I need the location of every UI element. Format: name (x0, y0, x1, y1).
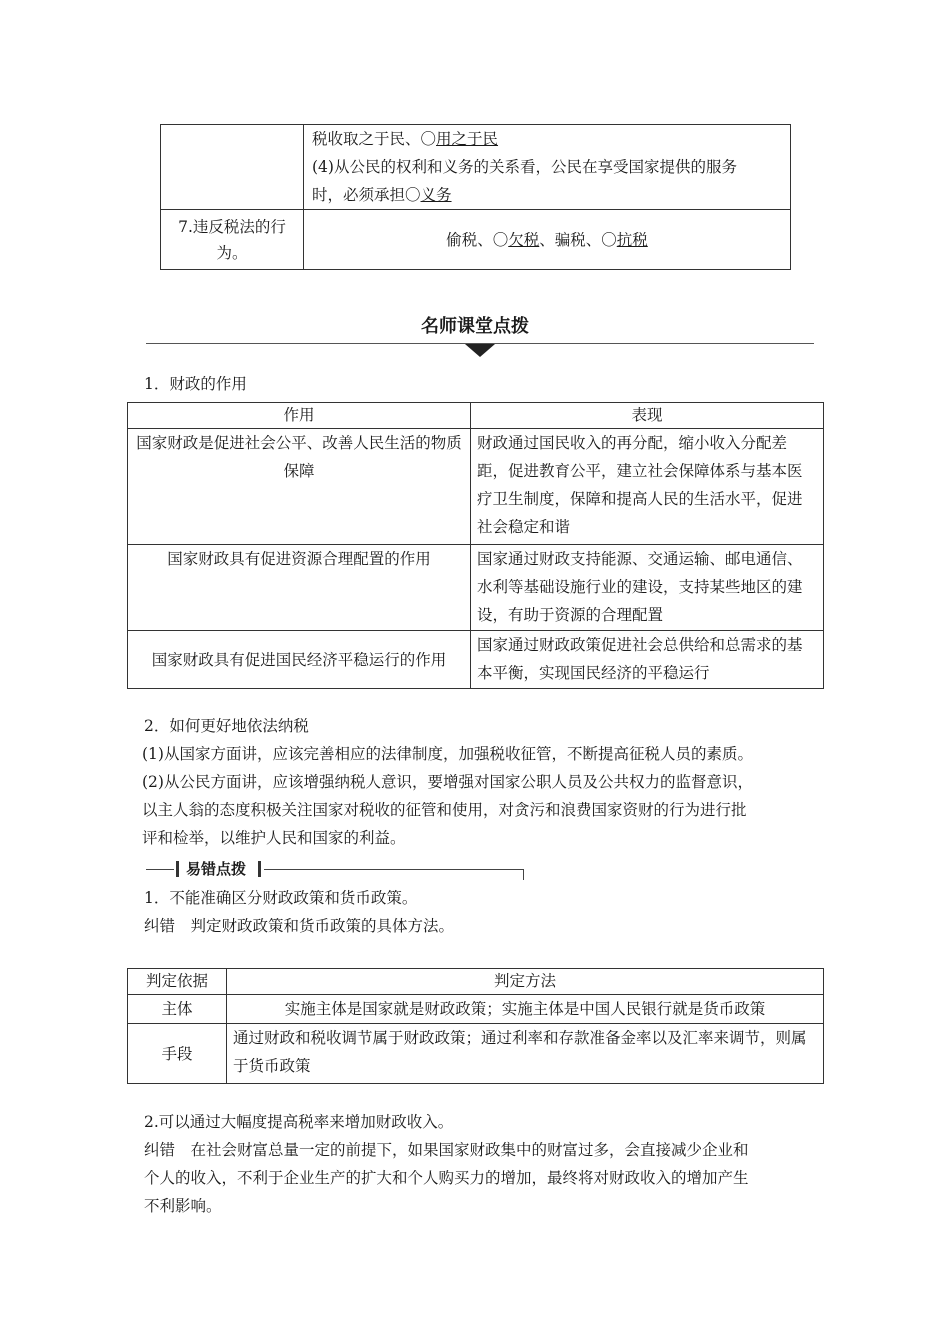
judge-header-basis: 判定依据 (128, 969, 227, 995)
item2-p1: (1)从国家方面讲，应该完善相应的法律制度，加强税收征管，不断提高征税人员的素质。 (142, 745, 753, 763)
top-table-content-cell (304, 125, 791, 210)
item2-title: 2．如何更好地依法纳税 (144, 717, 309, 735)
violation-content: 偷税、〇欠税、骗税、〇抗税 (304, 210, 791, 270)
judge-row-method: 实施主体是国家就是财政政策；实施主体是中国人民银行就是货币政策 (227, 995, 824, 1024)
error2-title: 2.可以通过大幅度提高税率来增加财政收入。 (144, 1113, 454, 1131)
tax-line2: (4)从公民的权利和义务的关系看，公民在享受国家提供的服务 (312, 158, 737, 176)
tax-line3: 时，必须承担〇 (312, 186, 421, 204)
finance-header-role: 作用 (128, 403, 471, 429)
finance-table (127, 402, 824, 689)
finance-row-role: 国家财政具有促进资源合理配置的作用 (128, 545, 471, 631)
top-table (160, 124, 791, 270)
error2-correction-line3: 不利影响。 (144, 1197, 222, 1215)
finance-row-role: 国家财政是促进社会公平、改善人民生活的物质保障 (128, 429, 471, 545)
error2-correction-line2: 个人的收入，不利于企业生产的扩大和个人购买力的增加，最终将对财政收入的增加产生 (144, 1169, 749, 1187)
judge-row-basis: 主体 (128, 995, 227, 1024)
finance-row-effect: 国家通过财政支持能源、交通运输、邮电通信、水利等基础设施行业的建设，支持某些地区的建设，有助于资源的合理配置 (471, 545, 824, 631)
judge-header-method: 判定方法 (227, 969, 824, 995)
error-tip-tag (146, 858, 524, 880)
top-table-label-cell (161, 125, 304, 210)
answer-duty: 义务 (420, 186, 452, 204)
answer-arrears: 欠税 (508, 230, 540, 249)
error-tip-label: 易错点拨 (186, 860, 247, 878)
answer-use-for-people: 用之于民 (436, 130, 499, 148)
tax-line1: 税收取之于民、〇 (312, 130, 437, 148)
finance-header-effect: 表现 (471, 403, 824, 429)
answer-resist: 抗税 (616, 230, 648, 249)
item1-title: 1．财政的作用 (144, 375, 247, 393)
error1-correction: 纠错 判定财政政策和货币政策的具体方法。 (144, 917, 455, 935)
error2-correction-line1: 纠错 在社会财富总量一定的前提下，如果国家财政集中的财富过多，会直接减少企业和 (144, 1141, 749, 1159)
finance-row-role: 国家财政具有促进国民经济平稳运行的作用 (128, 631, 471, 689)
judge-row-basis: 手段 (128, 1024, 227, 1084)
item2-p2-line2: 以主人翁的态度积极关注国家对税收的征管和使用，对贪污和浪费国家资财的行为进行批 (142, 801, 747, 819)
item2-p2-line3: 评和检举，以维护人民和国家的利益。 (142, 829, 406, 847)
judge-table (127, 968, 824, 1084)
violation-label: 7.违反税法的行为。 (161, 210, 304, 270)
judge-row-method: 通过财政和税收调节属于财政政策；通过利率和存款准备金率以及汇率来调节，则属于货币政策 (227, 1024, 824, 1084)
error1-title: 1．不能准确区分财政政策和货币政策。 (144, 889, 418, 907)
triangle-down-icon (465, 344, 495, 357)
finance-row-effect: 国家通过财政政策促进社会总供给和总需求的基本平衡，实现国民经济的平稳运行 (471, 631, 824, 689)
section-title: 名师课堂点拨 (421, 316, 529, 337)
item2-p2-line1: (2)从公民方面讲，应该增强纳税人意识，要增强对国家公职人员及公共权力的监督意识， (142, 773, 753, 791)
finance-row-effect: 财政通过国民收入的再分配，缩小收入分配差距，促进教育公平，建立社会保障体系与基本医疗卫生制度，保障和提高人民的生活水平，促进社会稳定和谐 (471, 429, 824, 545)
